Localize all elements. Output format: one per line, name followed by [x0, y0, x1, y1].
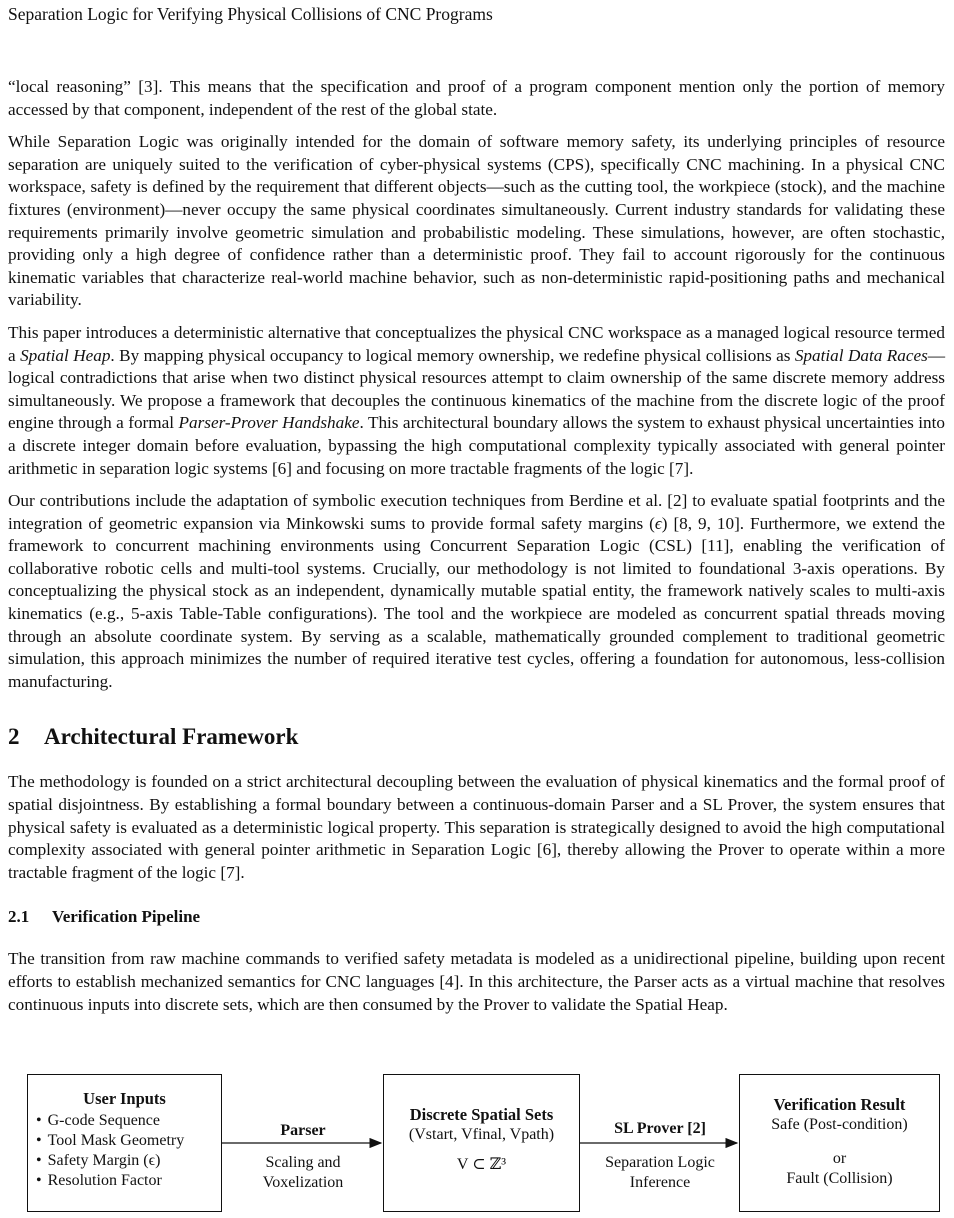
body-text [8, 76, 945, 1026]
paragraph-architecture: The methodology is founded on a strict architectural decoupling between the evaluation of physical kinematics and the formal proof of spatial disjointness. By establishing a formal boundary between a continuous-domain Parser and a SL Prover, the system ensures that physical safety is evaluated as a deterministic logical property. This separation is strategically designed to avoid the high computational complexity associated with general pointer arithmetic in Separation Logic [6], thereby allowing the Prover to operate within a more tractable fragment of the logic [7]. [8, 772, 945, 882]
term-parser-prover-handshake: Parser-Prover Handshake [178, 413, 360, 433]
result-safe: Safe (Post-condition) [771, 1116, 908, 1133]
list-item: • Tool Mask Geometry [36, 1131, 221, 1151]
p3-text-c: —logical contradictions that arise when two distinct physical resources attempt to claim ownership of the same discrete memory address simultaneously. We propose a framework that decouples the continuous kinematics of the machine from the discrete logic of the proof engine through a formal [8, 345, 945, 433]
p3-text-a: This paper introduces a deterministic alternative that conceptualizes the physical CNC workspace as a managed logical resource termed a [8, 322, 945, 365]
prover-sub1: Separation Logic [605, 1154, 715, 1171]
epsilon-symbol: ϵ [654, 513, 662, 533]
parser-title: Parser [280, 1122, 326, 1139]
subsection-title: Verification Pipeline [52, 907, 201, 927]
parser-label [228, 1121, 378, 1141]
user-inputs-box [27, 1074, 222, 1212]
term-spatial-data-races: Spatial Data Races [794, 345, 928, 365]
discrete-sets-math: V ⊂ ℤ³ [456, 1156, 507, 1173]
paragraph-pipeline: The transition from raw machine commands to verified safety metadata is modeled as a unidirectional pipeline, building upon recent efforts to establish mechanized semantics for CNC languages [4]. In this architecture, the Parser acts as a virtual machine that resolves continuous inputs into discrete sets, which are then consumed by the Prover to validate the Spatial Heap. [8, 949, 945, 1014]
p3-text-d: . This architectural boundary allows the system to exhaust physical uncertainties into a discrete integer domain before evaluation, bypassing the high computational complexity typically associated with general pointer arithmetic in separation logic systems [6] and focusing on more tractable fragments of the logic [7]. [8, 413, 945, 478]
user-inputs-title: User Inputs [83, 1089, 166, 1108]
parser-sub2: Voxelization [262, 1174, 344, 1191]
result-or: or [832, 1150, 847, 1167]
prover-sub2: Inference [629, 1174, 691, 1191]
parser-sub1: Scaling and [265, 1154, 341, 1171]
verification-result-box [739, 1074, 940, 1212]
section-heading [8, 723, 945, 751]
discrete-sets-vars: (Vstart, Vfinal, Vpath) [408, 1126, 555, 1143]
prover-label [584, 1119, 736, 1139]
prover-sublabel [584, 1153, 736, 1193]
list-item: • Resolution Factor [36, 1171, 221, 1191]
discrete-sets-title: Discrete Spatial Sets [409, 1105, 554, 1124]
p4-text-b: ) [8, 9, 10]. Furthermore, we extend the framework to concurrent machining environments using Concurrent Separation Logic (CSL) [11], enabling the verification of collaborative robotic cells and multi-tool systems. Crucially, our methodology is not limited to foundational 3-axis operations. By conceptualizing the physical stock as an independent, dynamically mutable spatial entity, the framework natively scales to multi-axis kinematics (e.g., 5-axis Table-Table configurations). The tool and the workpiece are modeled as concurrent spatial threads moving through an absolute coordinate system. By serving as a scalable, mathematically grounded complement to traditional geometric simulation, this approach minimizes the number of required iterative test cycles, offering a foundation for autonomous, less-collision manufacturing. [8, 513, 945, 691]
section-title: Architectural Framework [44, 724, 299, 750]
paragraph-local-reasoning: “local reasoning” [3]. This means that the specification and proof of a program component mention only the portion of memory accessed by that component, independent of the rest of the global state. [8, 77, 945, 119]
p4-text-a: Our contributions include the adaptation of symbolic execution techniques from Berdine et al. [2] to evaluate spatial footprints and the integration of geometric expansion via Minkowski sums to provide formal safety margins ( [8, 491, 945, 533]
p3-text-b: . By mapping physical occupancy to logical memory ownership, we redefine physical collisions as [110, 345, 795, 365]
list-item: • G-code Sequence [36, 1111, 221, 1131]
subsection-number: 2.1 [8, 907, 30, 927]
paragraph-cps-motivation: While Separation Logic was originally intended for the domain of software memory safety, its underlying principles of resource separation are uniquely suited to the verification of cyber-physical systems (CPS), specifically CNC machining. In a physical CNC workspace, safety is defined by the requirement that different objects—such as the cutting tool, the workpiece (stock), and the machine fixtures (environment)—never occupy the same physical coordinates simultaneously. Current industry standards for validating these requirements primarily involve geometric simulation and probabilistic modeling. These simulations, however, are often stochastic, providing only a high degree of confidence rather than a deterministic proof. They fail to account rigorously for the continuous kinematic variables that characterize real-world machine behavior, such as non-deterministic rapid-positioning paths and mechanical variability. [8, 132, 945, 310]
verification-result-title: Verification Result [773, 1095, 906, 1114]
list-item: • Safety Margin (ϵ) [36, 1151, 221, 1171]
section-number: 2 [8, 724, 20, 750]
paragraph-spatial-heap [8, 322, 945, 480]
result-fault: Fault (Collision) [786, 1170, 893, 1187]
term-spatial-heap: Spatial Heap [20, 345, 111, 365]
running-head: Separation Logic for Verifying Physical Collisions of CNC Programs [8, 4, 493, 24]
user-inputs-list [28, 1111, 221, 1191]
discrete-sets-box [383, 1074, 580, 1212]
subsection-heading [8, 906, 945, 928]
paragraph-contributions [8, 490, 945, 693]
parser-sublabel [228, 1153, 378, 1193]
prover-title: SL Prover [2] [614, 1120, 706, 1137]
